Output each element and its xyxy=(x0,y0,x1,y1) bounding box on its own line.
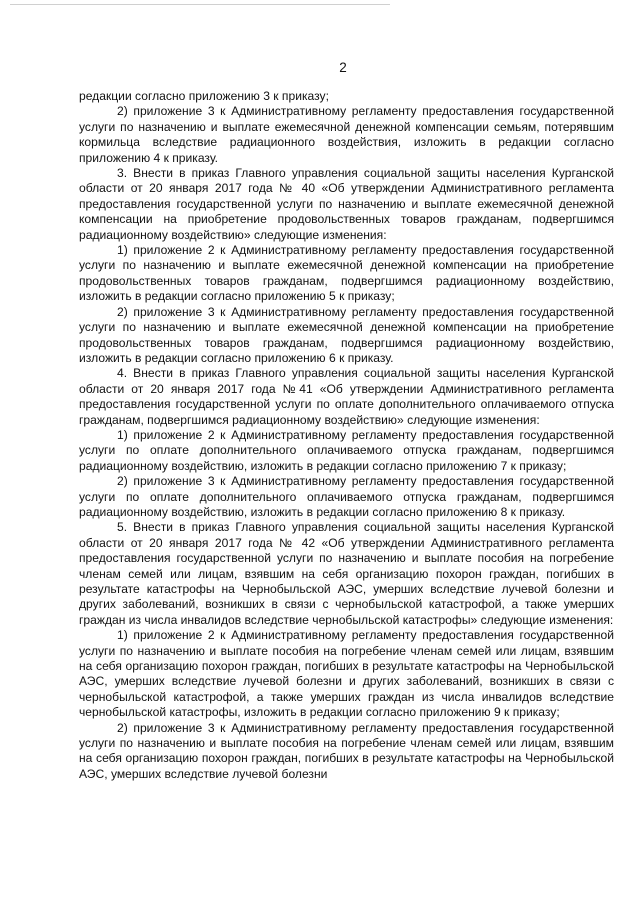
paragraph-continuation: редакции согласно приложению 3 к приказу; xyxy=(79,89,329,103)
paragraph-item-1-appendix-5: 1) приложение 2 к Административному регламенту предоставления государственной услуги по назначению и выплате ежемесячной денежной компенсации на приобретение продовольственных товаров гражданам, подвергшимся радиационному воздействию, изложить в редакции согласно приложению 5 к приказу; xyxy=(79,243,614,304)
paragraph-item-2-appendix-4: 2) приложение 3 к Административному регламенту предоставления государственной услуги по назначению и выплате ежемесячной денежной компенсации семьям, потерявшим кормильца вследствие радиационного воздействия, изложить в редакции согласно приложению 4 к приказу. xyxy=(79,104,614,165)
paragraph-item-2-appendix-6: 2) приложение 3 к Административному регламенту предоставления государственной услуги по назначению и выплате ежемесячной денежной компенсации на приобретение продовольственных товаров гражданам, подвергшимся радиационному воздействию, изложить в редакции согласно приложению 6 к приказу. xyxy=(79,304,614,365)
paragraph-clause-5: 5. Внести в приказ Главного управления социальной защиты населения Курганской области от 20 января 2017 года № 42 «Об утверждении Административного регламента предоставления государственной услуги по назначению и выплате пособия на погребение членам семей или лицам, взявшим на себя организацию похорон граждан, погибших в результате катастрофы на Чернобыльской АЭС, умерших вследствие лучевой болезни и других заболеваний, возникших в связи с чернобыльской катастрофой, а также умерших граждан из числа инвалидов вследствие чернобыльской катастрофы» следующие изменения: xyxy=(79,520,614,627)
document-body xyxy=(79,89,614,782)
paragraph-item-1-appendix-9: 1) приложение 2 к Административному регламенту предоставления государственной услуги по назначению и выплате пособия на погребение членам семей или лицам, взявшим на себя организацию похорон граждан, погибших в результате катастрофы на Чернобыльской АЭС, умерших вследствие лучевой болезни и других заболеваний, возникших в связи с чернобыльской катастрофой, а также умерших граждан из числа инвалидов вследствие чернобыльской катастрофы, изложить в редакции согласно приложению 9 к приказу; xyxy=(79,628,614,720)
paragraph-clause-4: 4. Внести в приказ Главного управления социальной защиты населения Курганской области от 20 января 2017 года №41 «Об утверждении Административного регламента предоставления государственной услуги по оплате дополнительного оплачиваемого отпуска гражданам, подвергшимся радиационному воздействию» следующие изменения: xyxy=(79,366,614,427)
page-number: 2 xyxy=(339,60,347,75)
paragraph-item-2-appendix-8: 2) приложение 3 к Административному регламенту предоставления государственной услуги по оплате дополнительного оплачиваемого отпуска гражданам, подвергшимся радиационному воздействию, изложить в редакции согласно приложению 8 к приказу. xyxy=(79,474,614,519)
paragraph-clause-3: 3. Внести в приказ Главного управления социальной защиты населения Курганской области от 20 января 2017 года № 40 «Об утверждении Административного регламента предоставления государственной услуги по назначению и выплате ежемесячной денежной компенсации на приобретение продовольственных товаров гражданам, подвергшимся радиационному воздействию» следующие изменения: xyxy=(79,166,614,242)
paragraph-item-2-continued: 2) приложение 3 к Административному регламенту предоставления государственной услуги по назначению и выплате пособия на погребение членам семей или лицам, взявшим на себя организацию похорон граждан, погибших в результате катастрофы на Чернобыльской АЭС, умерших вследствие лучевой болезни xyxy=(79,720,614,781)
paragraph-item-1-appendix-7: 1) приложение 2 к Административному регламенту предоставления государственной услуги по оплате дополнительного оплачиваемого отпуска гражданам, подвергшимся радиационному воздействию, изложить в редакции согласно приложению 7 к приказу; xyxy=(79,427,614,473)
scan-edge-line xyxy=(10,4,390,5)
